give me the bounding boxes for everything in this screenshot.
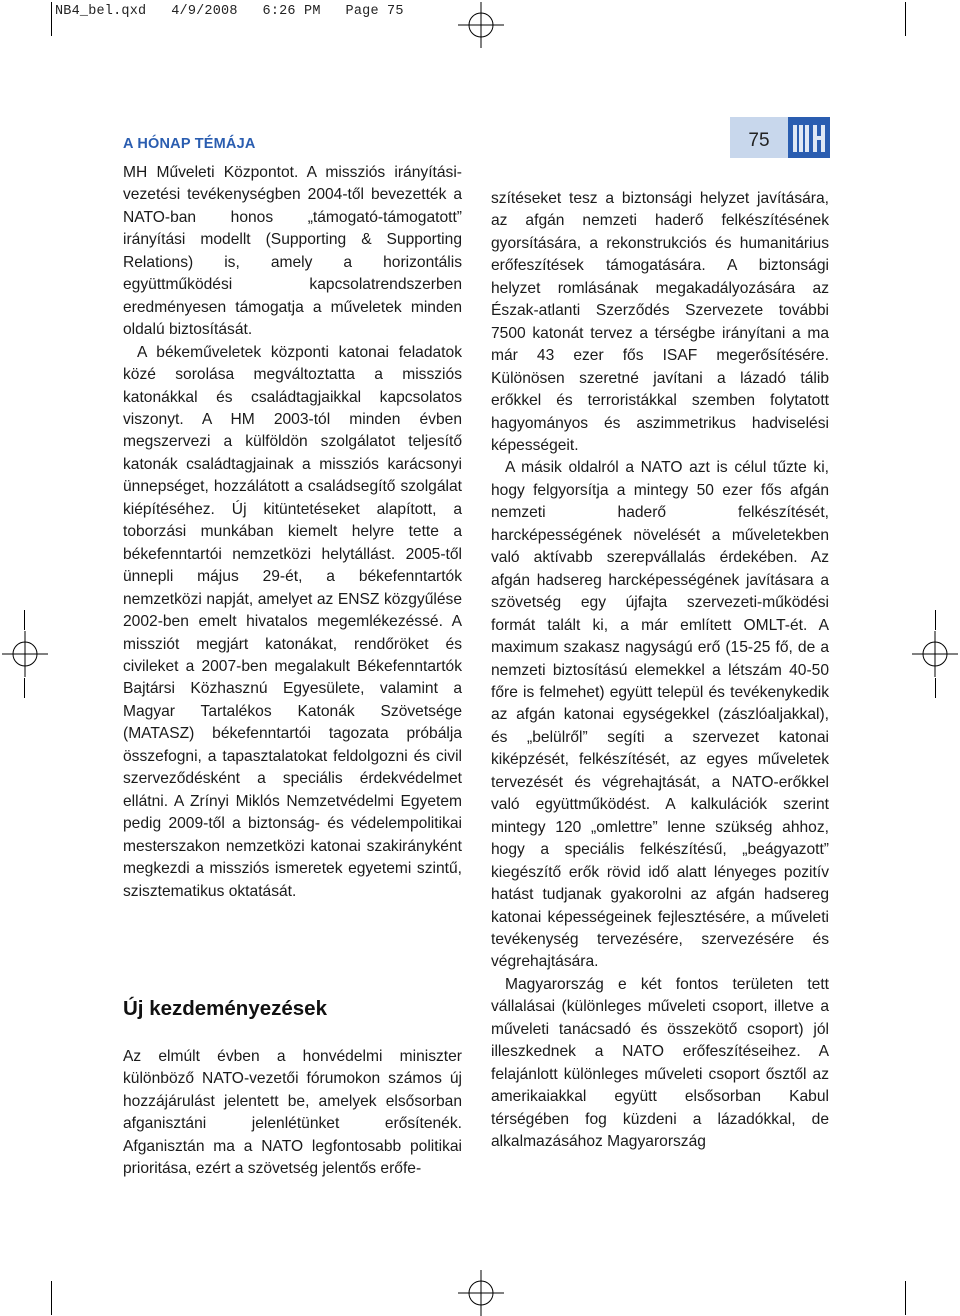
paragraph: MH Műveleti Központot. A missziós irányítási-vezetési tevékenységben 2004-től bevezették a NATO-ban honos „támogató-támogatott” irányítási modellt (Supporting & Supporting Relations) is, amely a horizontális együttműködési kapcsolatrendszerben eredményesen támogatja a műveletek minden oldalú biztosítását. [123, 164, 462, 339]
paragraph: Magyarország e két fontos területen tett vállalásai (különleges műveleti csoport, illetve a műveleti tanácsadó és összekötő csoport) jól illeszkednek a NATO erőfeszítéseihez. A felajánlott különleges műveleti csoport ősztől az amerikaiakkal együtt elsősorban Kabul térségében fog küzdeni a lázadókkal, de alkalmazásához Magyarország [491, 975, 829, 1151]
page-number: 75 [748, 130, 770, 151]
mh-logo-icon [788, 117, 830, 158]
page-number-box [730, 117, 830, 158]
paragraph: Az elmúlt évben a honvédelmi miniszter különböző NATO-vezetői fórumokon számos új hozzájárulást jelentett be, amelyek elsősorban afganisztáni jelenlétünket erősítenék. Afganisztán ma a NATO legfontosabb politikai prioritása, ezért a szövetség jelentős erőfe- [123, 1048, 462, 1178]
subheading: Új kezdeményezések [123, 997, 327, 1020]
crop-mark-bottom-left [51, 1281, 52, 1315]
column-left-continued [123, 1046, 462, 1181]
registration-mark-bottom-icon [458, 1270, 504, 1316]
side-mark-left-bottom [24, 678, 25, 698]
crop-mark-bottom-right [905, 1281, 906, 1315]
column-right [491, 188, 829, 1153]
crop-mark-top-left [51, 2, 52, 36]
section-label: A HÓNAP TÉMÁJA [123, 136, 256, 152]
registration-mark-top-icon [458, 2, 504, 48]
crop-mark-top-right [905, 2, 906, 36]
registration-mark-right-icon [912, 631, 958, 677]
paragraph: A békeműveletek központi katonai feladatok közé sorolása megváltoztatta a missziós katonákkal és családtagjaikkal kapcsolatos viszonyt. A HM 2003-tól minden évben megszervezi a külföldön szolgálatot teljesítő katonák családtagjainak a missziós karácsonyi ünnepséget, hozzálátott a családsegítő szolgálat kiépítéséhez. Új kitüntetéseket alapított, a toborzási munkában kiemelt helyre tette a békefenntartói nemzetközi helytállást. 2005-től ünnepli május 29-ét, a békefenntartók nemzetközi napját, amelyet az ENSZ közgyűlése 2002-ben emelt hivatalos megemlékezéssé. A missziót megjárt katonákat, rendőröket és civileket a 2007-ben megalakult Békefenntartók Bajtársi Közhasznú Egyesülete, valamint a Magyar Tartalékos Katonák Szövetsége (MATASZ) békefenntartói tagozata próbálja összefogni, a tapasztalatokat feldolgozni és civil szerveződésként a speciális érdekvédelmet ellátni. A Zrínyi Miklós Nemzetvédelmi Egyetem pedig 2009-től a biztonság- és védelempolitikai mesterszakon nemzetközi katonai szakirányként megkezdi a missziós ismeretek egyetemi szintű, szisztematikus oktatását. [123, 343, 462, 900]
column-left [123, 162, 462, 903]
side-mark-right-bottom [935, 678, 936, 698]
paragraph: A másik oldalról a NATO azt is célul tűzte ki, hogy felgyorsítja a mintegy 50 ezer fős afgán nemzeti haderő felkészítését, harcképességének növelését a műveletekben való aktívabb szerepvállalás érdekében. Az afgán hadsereg harcképességének javításara a szövetség egy újfajta szervezeti-működési formát talált ki, a már említett OMLT-ét. A maximum szakasz nagyságú erő (15-25 fő, de a nemzeti biztosítású elemekkel a létszám 40-50 főre is felmehet) együtt települ és tevékenykedik az afgán katonai egységekkel (zászlóaljakkal), és „belülről” segíti a szervezet katonai kiképzését, felkészítését, az egyes műveletek tervezését és végrehajtását, a NATO-erőkkel való együttműködést. A kalkulációk szerint mintegy 120 „omlettre” lenne szükség ahhoz, hogy a speciális felkészítésű, „beágyazott” kiegészítő erők rövid idő alatt lényeges pozitív hatást tudjanak gyakorolni az afgán hadsereg katonai képességeinek fejlesztésére, a műveleti tevékenység tervezésére, szervezésére és végrehajtására. [491, 459, 829, 971]
side-mark-left-top [24, 610, 25, 630]
side-mark-right-top [935, 610, 936, 630]
paragraph: szítéseket tesz a biztonsági helyzet javítására, az afgán nemzeti haderő felkészítésének gyorsítására, a rekonstrukciós és humanitárius erőfeszítések támogatására. A biztonsági helyzet romlásának megakadályozására az Észak-atlanti Szerződés Szervezete további 7500 katonát tervez a térségbe irányítani a ma már 43 ezer fős ISAF megerősítésére. Különösen szeretné javítani a lázadó tálib erőkkel és terroristákkal szemben folytatott hagyományos és aszimmetrikus hadviselési képességeit. [491, 190, 829, 454]
print-slug: NB4_bel.qxd 4/9/2008 6:26 PM Page 75 [55, 4, 404, 19]
registration-mark-left-icon [2, 631, 48, 677]
